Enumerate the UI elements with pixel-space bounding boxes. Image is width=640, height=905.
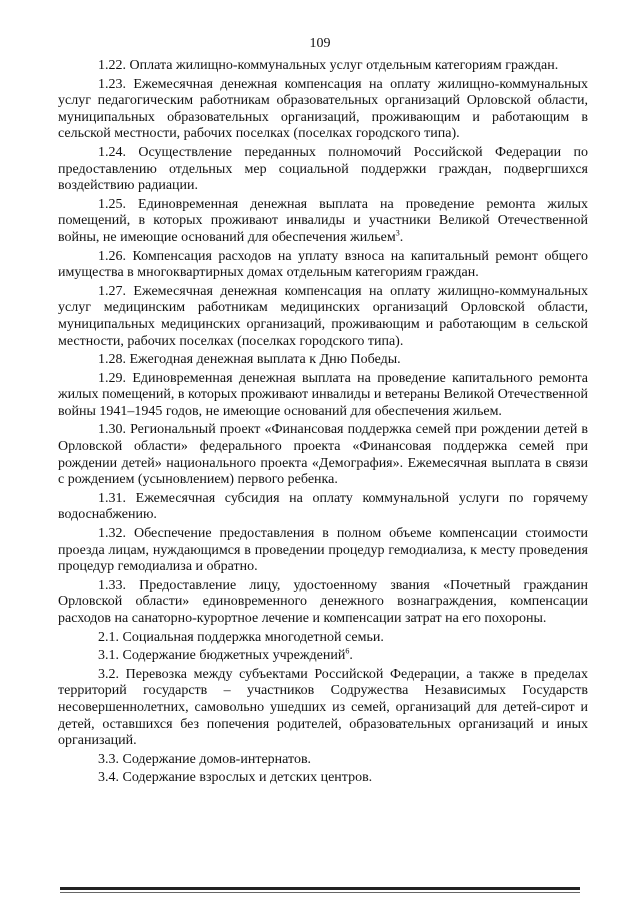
paragraph-1-31: 1.31. Ежемесячная субсидия на оплату коммунальной услуги по горячему водоснабжению. (58, 490, 588, 523)
footnote-ref-6: 6 (345, 646, 350, 656)
paragraph-1-24: 1.24. Осуществление переданных полномочий Российской Федерации по предоставлению отдельных мер социальной поддержки граждан, подвергшихся воздействию радиации. (58, 144, 588, 194)
paragraph-1-30: 1.30. Региональный проект «Финансовая поддержка семей при рождении детей в Орловской области» федерального проекта «Финансовая поддержка семей при рождении детей» национального проекта «Демография». Ежемесячная выплата в связи с рождением (усыновлением) первого ребенка. (58, 422, 588, 488)
paragraph-1-27: 1.27. Ежемесячная денежная компенсация на оплату жилищно-коммунальных услуг медицинским работникам медицинских организаций Орловской области, муниципальных медицинских организаций, проживающим и работающим в сельской местности, рабочих поселках (поселках городского типа). (58, 283, 588, 349)
paragraph-1-33: 1.33. Предоставление лицу, удостоенному звания «Почетный гражданин Орловской области» единовременного денежного вознаграждения, компенсации расходов на санаторно-курортное лечение и компенсации затрат на его похороны. (58, 577, 588, 626)
scan-edge-line-thin (60, 892, 580, 893)
paragraph-1-32: 1.32. Обеспечение предоставления в полном объеме компенсации стоимости проезда лицам, нуждающимся в проведении процедур гемодиализа, к месту проведения процедур гемодиализа и обратно. (58, 526, 588, 575)
document-body (58, 58, 588, 789)
paragraph-2-1: 2.1. Социальная поддержка многодетной семьи. (98, 629, 384, 645)
scan-edge-line (60, 887, 580, 890)
paragraph-1-28: 1.28. Ежегодная денежная выплата к Дню Победы. (98, 352, 401, 368)
paragraph-1-25: 1.25. Единовременная денежная выплата на проведение ремонта жилых помещений, в которых проживают инвалиды и участники Великой Отечественной войны, не имеющие оснований для обеспечения жильем$^3$. (58, 196, 588, 245)
paragraph-3-4: 3.4. Содержание взрослых и детских центров. (98, 770, 373, 786)
paragraph-3-2: 3.2. Перевозка между субъектами Российской Федерации, а также в пределах территорий государств – участников Содружества Независимых Государств несовершеннолетних, самовольно ушедших из семей, организаций для детей-сирот и детей, оставшихся без попечения родителей, образовательных организаций и иных организаций. (58, 666, 588, 749)
paragraph-3-1: 3.1. Содержание бюджетных учреждений$^6$. (98, 646, 353, 664)
paragraph-3-3: 3.3. Содержание домов-интернатов. (98, 751, 312, 767)
paragraph-1-22: 1.22. Оплата жилищно-коммунальных услуг отдельным категориям граждан. (98, 58, 559, 73)
paragraph-1-29: 1.29. Единовременная денежная выплата на проведение капитального ремонта жилых помещений, в которых проживают инвалиды и ветераны Великой Отечественной войны 1941–1945 годов, не имеющие оснований для обеспечения жильем. (58, 370, 588, 419)
page-number: 109 (309, 36, 331, 51)
paragraph-1-23: 1.23. Ежемесячная денежная компенсация на оплату жилищно-коммунальных услуг педагогическим работникам образовательных организаций Орловской области, муниципальных образовательных организаций, проживающим и работающим в сельской местности, рабочих поселках (поселках городского типа). (58, 76, 588, 142)
footnote-ref-3: 3 (395, 228, 400, 238)
paragraph-1-26: 1.26. Компенсация расходов на уплату взноса на капитальный ремонт общего имущества в многоквартирных домах отдельным категориям граждан. (58, 248, 588, 281)
